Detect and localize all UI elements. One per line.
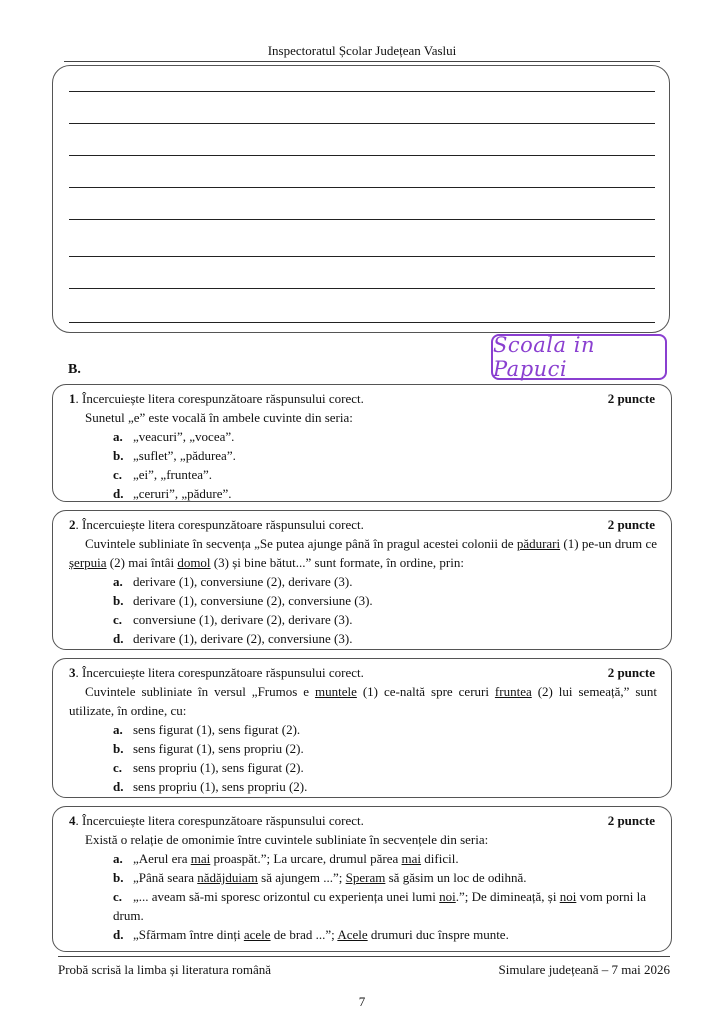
option-letter: b. xyxy=(113,741,124,756)
underlined-word: mai xyxy=(190,851,211,866)
option-text: „ei”, „fruntea”. xyxy=(133,467,213,482)
question-number: 3 xyxy=(69,665,76,680)
page-footer xyxy=(58,956,670,979)
option-text: sens propriu (1), sens propriu (2). xyxy=(133,779,308,794)
option-text: dificil. xyxy=(421,851,459,866)
option-b[interactable] xyxy=(69,868,657,887)
logo-text: Scoala in Papuci xyxy=(493,333,595,381)
question-points: 2 puncte xyxy=(607,813,655,828)
option-text: să ajungem ...”; xyxy=(257,870,346,885)
question-number: 4 xyxy=(69,813,76,828)
option-text: conversiune (1), derivare (2), derivare (3). xyxy=(133,612,353,627)
option-letter: b. xyxy=(113,448,124,463)
question-2 xyxy=(52,510,672,650)
option-text: derivare (1), derivare (2), conversiune (3). xyxy=(133,631,353,646)
question-points: 2 puncte xyxy=(607,517,655,532)
page-header: Inspectoratul Școlar Județean Vaslui xyxy=(64,42,660,62)
option-text: „Aerul era xyxy=(133,851,191,866)
question-stem xyxy=(69,534,657,572)
option-c[interactable] xyxy=(69,465,657,484)
question-title xyxy=(69,664,657,682)
option-d[interactable] xyxy=(69,484,657,503)
question-instruction: . Încercuiește litera corespunzătoare răspunsului corect. xyxy=(75,665,364,680)
option-text: „ceruri”, „pădure”. xyxy=(133,486,232,501)
option-d[interactable] xyxy=(69,629,657,648)
option-a[interactable] xyxy=(69,427,657,446)
option-text: sens figurat (1), sens figurat (2). xyxy=(133,722,301,737)
underlined-word: Speram xyxy=(345,870,386,885)
option-letter: a. xyxy=(113,851,123,866)
option-text: „Până seara xyxy=(133,870,198,885)
option-letter: d. xyxy=(113,779,124,794)
question-instruction: . Încercuiește litera corespunzătoare răspunsului corect. xyxy=(75,517,364,532)
underlined-word: Acele xyxy=(337,927,368,942)
stem-text: Cuvintele subliniate în secvența „Se putea ajunge până în pragul acestei colonii de xyxy=(85,536,517,551)
option-text: „Sfărmam între dinți xyxy=(133,927,244,942)
writing-line xyxy=(69,155,655,156)
option-letter: d. xyxy=(113,631,124,646)
underlined-word: nădăjduiam xyxy=(197,870,258,885)
question-3 xyxy=(52,658,672,798)
option-letter: d. xyxy=(113,927,124,942)
writing-line xyxy=(69,256,655,257)
option-letter: a. xyxy=(113,429,123,444)
writing-line xyxy=(69,219,655,220)
stem-text: (1) ce-naltă spre ceruri xyxy=(356,684,495,699)
option-b[interactable] xyxy=(69,739,657,758)
option-letter: b. xyxy=(113,593,124,608)
question-stem: Sunetul „e” este vocală în ambele cuvinte din seria: xyxy=(85,410,353,425)
question-stem xyxy=(69,682,657,720)
writing-line xyxy=(69,123,655,124)
stem-text: (3) și bine bătut...” sunt formate, în ordine, prin: xyxy=(210,555,464,570)
question-stem: Există o relație de omonimie între cuvintele subliniate în secvențele din seria: xyxy=(85,832,489,847)
option-text: .”; De dimineață, și xyxy=(455,889,560,904)
stem-text: (2) mai întâi xyxy=(106,555,178,570)
question-instruction: . Încercuiește litera corespunzătoare răspunsului corect. xyxy=(75,813,364,828)
option-a[interactable] xyxy=(69,849,657,868)
underlined-word: pădurari xyxy=(516,536,561,551)
question-title xyxy=(69,812,657,830)
writing-line xyxy=(69,91,655,92)
option-b[interactable] xyxy=(69,446,657,465)
option-c[interactable] xyxy=(69,758,657,777)
underlined-word: noi xyxy=(439,889,456,904)
option-text: vom porni la drum. xyxy=(113,889,647,923)
stem-text: Cuvintele subliniate în versul „Frumos e xyxy=(85,684,315,699)
writing-line xyxy=(69,187,655,188)
option-letter: d. xyxy=(113,486,124,501)
question-number: 1 xyxy=(69,391,76,406)
underlined-word: acele xyxy=(243,927,271,942)
writing-line xyxy=(69,322,655,323)
question-title xyxy=(69,516,657,534)
stem-text: (2) lui semeață,” sunt utilizate, în ordine, cu: xyxy=(69,684,657,718)
option-letter: a. xyxy=(113,722,123,737)
option-text: drumuri duc înspre munte. xyxy=(367,927,509,942)
option-text: de brad ...”; xyxy=(270,927,338,942)
option-letter: c. xyxy=(113,467,123,482)
answer-writing-box[interactable] xyxy=(52,65,670,333)
option-text: derivare (1), conversiune (2), conversiune (3). xyxy=(133,593,373,608)
option-text: „veacuri”, „vocea”. xyxy=(133,429,235,444)
option-letter: c. xyxy=(113,760,123,775)
option-letter: c. xyxy=(113,612,123,627)
question-title xyxy=(69,390,657,408)
option-text: „... aveam să-mi sporesc orizontul cu experiența unei lumi xyxy=(133,889,440,904)
question-number: 2 xyxy=(69,517,76,532)
option-b[interactable] xyxy=(69,591,657,610)
footer-left: Probă scrisă la limba și literatura română xyxy=(58,962,271,977)
option-a[interactable] xyxy=(69,572,657,591)
option-c[interactable] xyxy=(69,610,657,629)
option-letter: c. xyxy=(113,889,123,904)
option-letter: a. xyxy=(113,574,123,589)
option-text: proaspăt.”; La urcare, drumul părea xyxy=(210,851,402,866)
section-label: B. xyxy=(68,362,81,377)
writing-line xyxy=(69,288,655,289)
question-points: 2 puncte xyxy=(607,391,655,406)
question-4 xyxy=(52,806,672,952)
option-text: să găsim un loc de odihnă. xyxy=(385,870,527,885)
option-text: sens figurat (1), sens propriu (2). xyxy=(133,741,304,756)
page-number: 7 xyxy=(358,994,366,1009)
footer-right: Simulare județeană – 7 mai 2026 xyxy=(498,962,670,977)
watermark-logo xyxy=(491,334,667,380)
underlined-word: muntele xyxy=(314,684,357,699)
question-1 xyxy=(52,384,672,502)
underlined-word: mai xyxy=(401,851,422,866)
stem-text: (1) pe-un drum ce xyxy=(560,536,657,551)
question-instruction: . Încercuiește litera corespunzătoare răspunsului corect. xyxy=(75,391,364,406)
option-a[interactable] xyxy=(69,720,657,739)
underlined-word: fruntea xyxy=(494,684,532,699)
option-d[interactable] xyxy=(69,777,657,796)
option-c[interactable] xyxy=(69,887,657,925)
option-text: derivare (1), conversiune (2), derivare (3). xyxy=(133,574,353,589)
option-letter: b. xyxy=(113,870,124,885)
option-text: sens propriu (1), sens figurat (2). xyxy=(133,760,304,775)
option-text: „suflet”, „pădurea”. xyxy=(133,448,236,463)
underlined-word: șerpuia xyxy=(69,555,107,570)
question-points: 2 puncte xyxy=(607,665,655,680)
underlined-word: domol xyxy=(177,555,211,570)
underlined-word: noi xyxy=(559,889,577,904)
option-d[interactable] xyxy=(69,925,657,944)
